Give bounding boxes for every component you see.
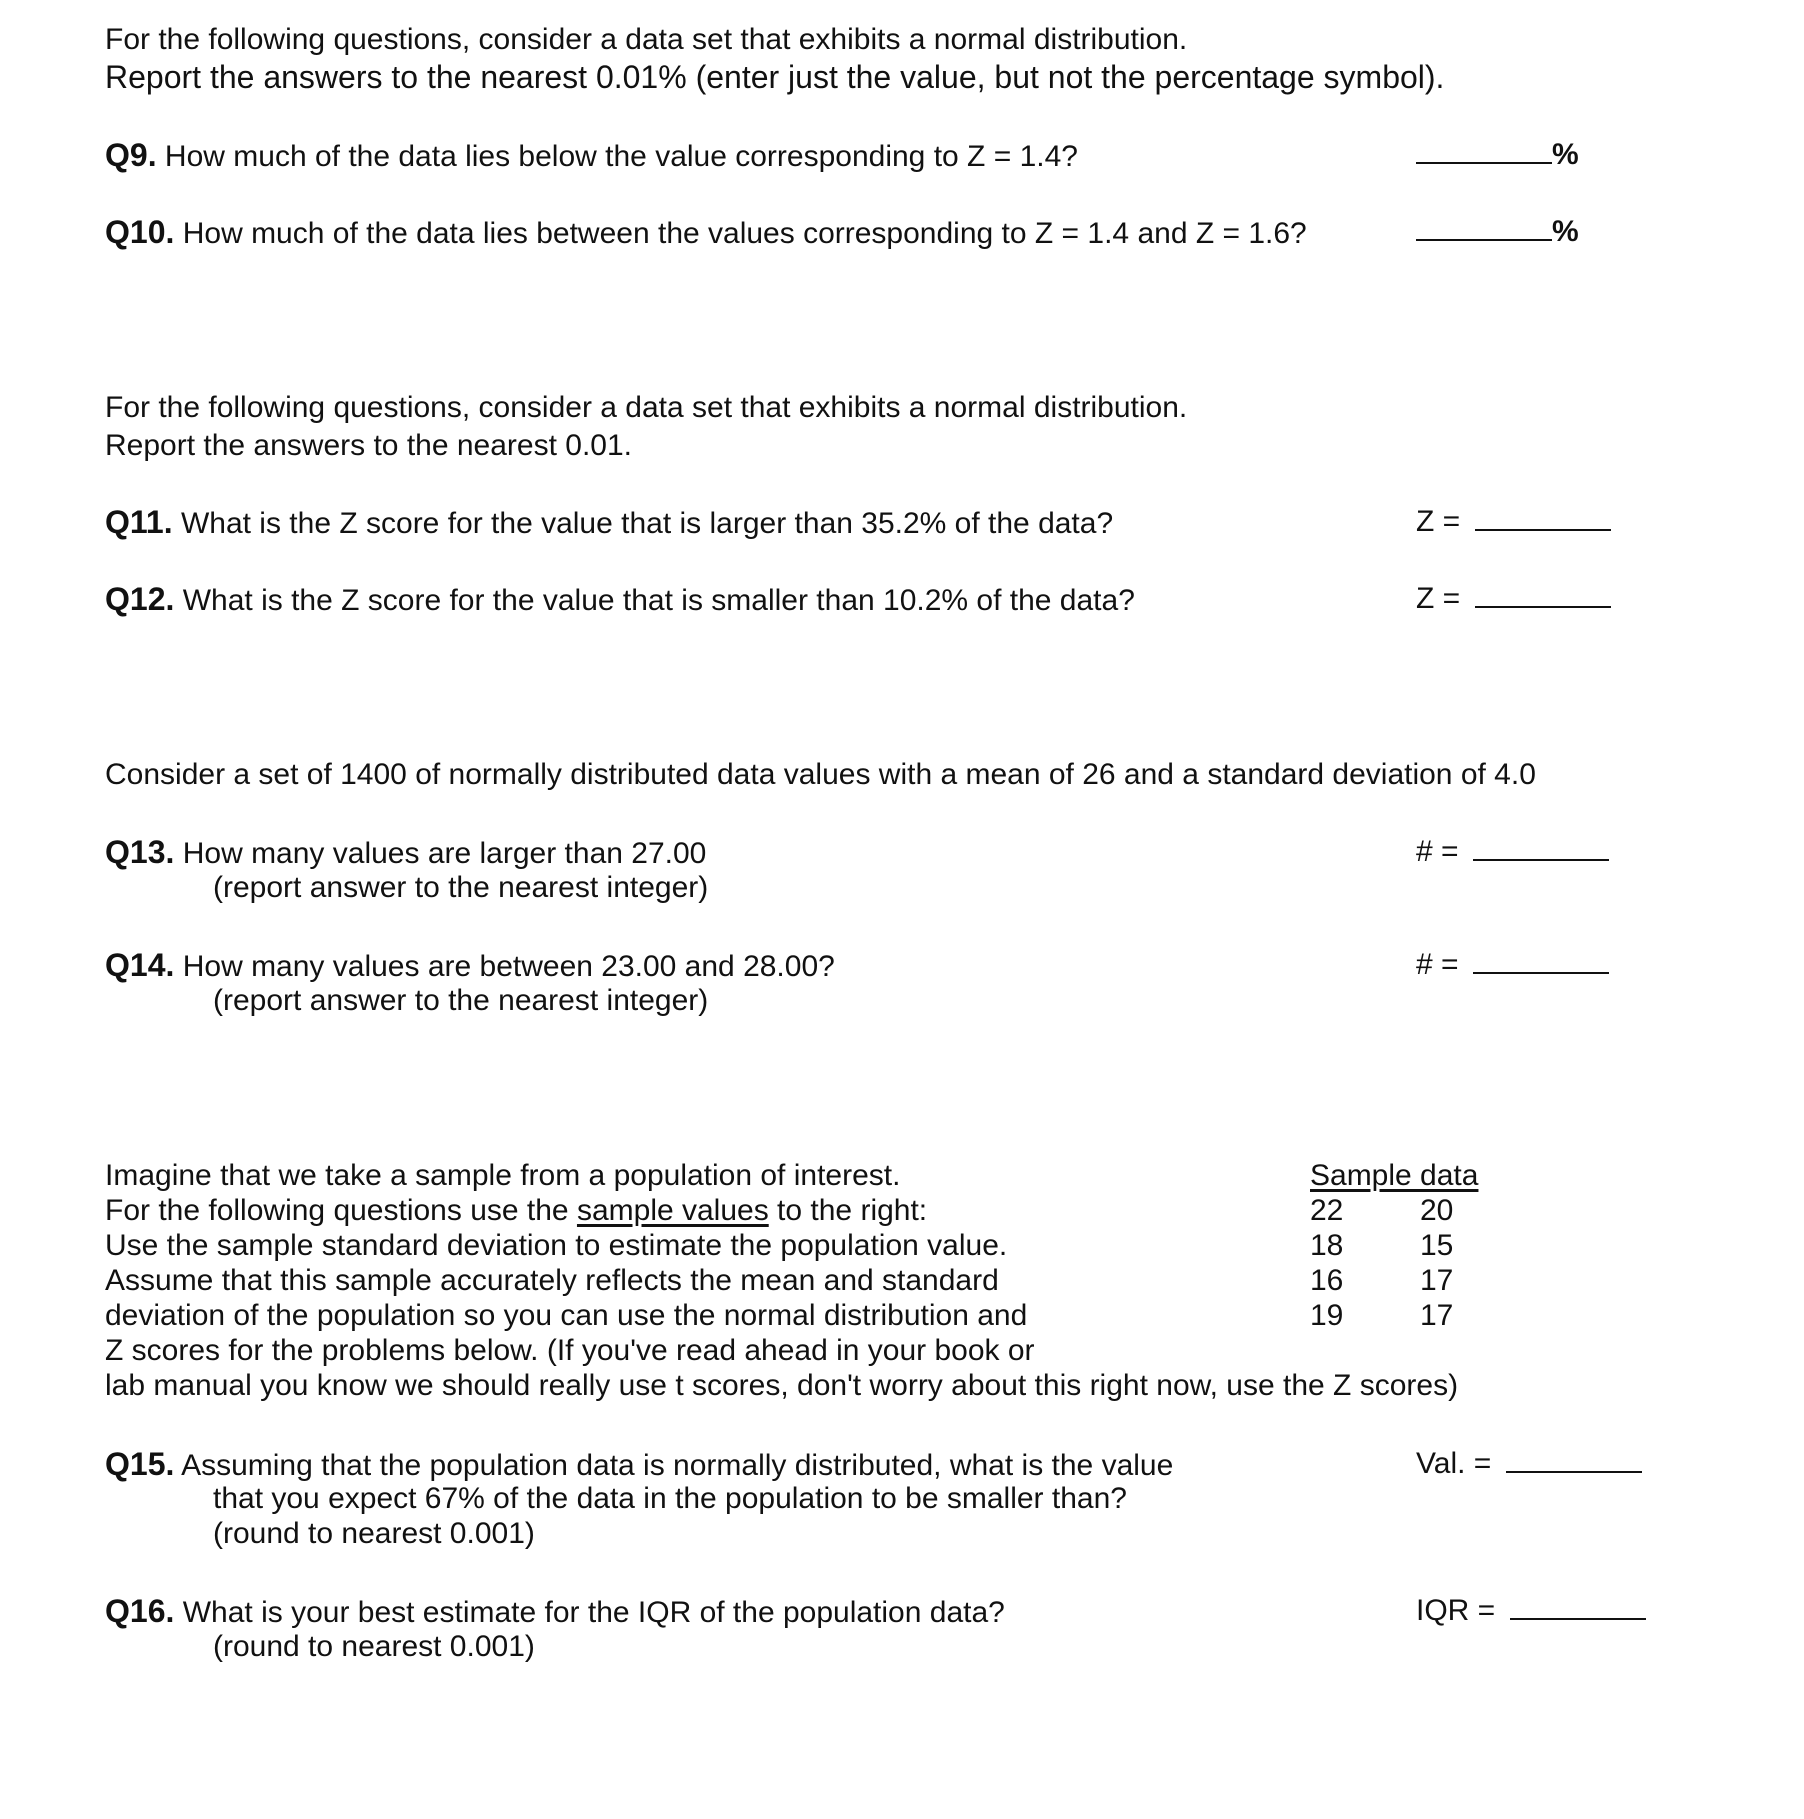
q9-answer[interactable] — [1416, 136, 1579, 173]
q9-text: How much of the data lies below the value corresponding to Z = 1.4? — [164, 140, 1078, 173]
q16-label: IQR = — [1416, 1594, 1496, 1627]
q14-text: How many values are between 23.00 and 28.00? — [182, 950, 835, 983]
q12-answer[interactable] — [1416, 580, 1611, 617]
sample-cell: 19 — [1310, 1299, 1344, 1332]
q14-answer-blank[interactable] — [1473, 946, 1609, 974]
q12-text: What is the Z score for the value that is smaller than 10.2% of the data? — [182, 584, 1135, 617]
question-q10 — [105, 213, 1307, 252]
question-q14 — [105, 946, 835, 985]
q15-answer-blank[interactable] — [1506, 1445, 1642, 1473]
q13-label: # = — [1416, 835, 1459, 868]
section4-line4: Assume that this sample accurately reflects the mean and standard — [105, 1264, 999, 1297]
q15-note: (round to nearest 0.001) — [213, 1517, 535, 1550]
section4-line5: deviation of the population so you can use the normal distribution and — [105, 1299, 1028, 1332]
q14-label: # = — [1416, 948, 1459, 981]
q16-number: Q16. — [105, 1593, 175, 1629]
q14-answer[interactable] — [1416, 946, 1609, 983]
section1-intro-line1: For the following questions, consider a data set that exhibits a normal distribution. — [105, 23, 1188, 56]
sample-cell: 15 — [1420, 1229, 1454, 1262]
q10-number: Q10. — [105, 214, 175, 250]
question-q13 — [105, 833, 706, 872]
question-q15 — [105, 1445, 1173, 1484]
q15-label: Val. = — [1416, 1447, 1492, 1480]
section2-intro-line2: Report the answers to the nearest 0.01. — [105, 429, 632, 462]
q10-unit: % — [1552, 215, 1579, 248]
sample-cell: 18 — [1310, 1229, 1344, 1262]
q14-number: Q14. — [105, 947, 175, 983]
section4-line2-pre: For the following questions use the — [105, 1194, 577, 1227]
q11-text: What is the Z score for the value that is larger than 35.2% of the data? — [180, 507, 1114, 540]
section1-intro-line2: Report the answers to the nearest 0.01% (enter just the value, but not the percentage symbol). — [105, 59, 1445, 95]
q16-text: What is your best estimate for the IQR of the population data? — [182, 1596, 1005, 1629]
q11-answer[interactable] — [1416, 503, 1611, 540]
q12-label: Z = — [1416, 582, 1461, 615]
sample-values-reference: sample values — [576, 1194, 769, 1227]
sample-cell: 16 — [1310, 1264, 1344, 1297]
q9-answer-blank[interactable] — [1416, 136, 1552, 164]
q15-answer[interactable] — [1416, 1445, 1642, 1482]
q13-text: How many values are larger than 27.00 — [182, 837, 707, 870]
question-q12 — [105, 580, 1135, 619]
q15-text: Assuming that the population data is normally distributed, what is the value — [181, 1449, 1174, 1482]
q13-answer[interactable] — [1416, 833, 1609, 870]
q13-answer-blank[interactable] — [1473, 833, 1609, 861]
question-q9 — [105, 136, 1078, 175]
q11-label: Z = — [1416, 505, 1461, 538]
q10-answer[interactable] — [1416, 213, 1579, 250]
q10-text: How much of the data lies between the values corresponding to Z = 1.4 and Z = 1.6? — [182, 217, 1307, 250]
section2-intro-line1: For the following questions, consider a data set that exhibits a normal distribution. — [105, 391, 1188, 424]
sample-cell: 17 — [1420, 1299, 1454, 1332]
sample-data-header: Sample data — [1310, 1159, 1479, 1192]
section4-line3: Use the sample standard deviation to estimate the population value. — [105, 1229, 1008, 1262]
q11-number: Q11. — [105, 504, 173, 540]
q12-answer-blank[interactable] — [1475, 580, 1611, 608]
q16-answer-blank[interactable] — [1510, 1592, 1646, 1620]
q15-number: Q15. — [105, 1446, 175, 1482]
q12-number: Q12. — [105, 581, 175, 617]
section4-line1: Imagine that we take a sample from a population of interest. — [105, 1159, 901, 1192]
question-q11 — [105, 503, 1113, 542]
q10-answer-blank[interactable] — [1416, 213, 1552, 241]
q14-note: (report answer to the nearest integer) — [213, 984, 709, 1017]
section3-intro: Consider a set of 1400 of normally distributed data values with a mean of 26 and a standard deviation of 4.0 — [105, 758, 1536, 791]
q16-answer[interactable] — [1416, 1592, 1646, 1629]
section4-line6: Z scores for the problems below. (If you've read ahead in your book or — [105, 1334, 1035, 1367]
section4-line2-post: to the right: — [768, 1194, 928, 1227]
section4-line2 — [105, 1193, 927, 1229]
q13-note: (report answer to the nearest integer) — [213, 871, 709, 904]
q13-number: Q13. — [105, 834, 175, 870]
q11-answer-blank[interactable] — [1475, 503, 1611, 531]
sample-cell: 20 — [1420, 1194, 1454, 1227]
q16-note: (round to nearest 0.001) — [213, 1630, 535, 1663]
sample-cell: 17 — [1420, 1264, 1454, 1297]
q15-text-line2: that you expect 67% of the data in the population to be smaller than? — [213, 1482, 1127, 1515]
sample-cell: 22 — [1310, 1194, 1344, 1227]
question-q16 — [105, 1592, 1005, 1631]
q9-number: Q9. — [105, 137, 157, 173]
section4-line7: lab manual you know we should really use t scores, don't worry about this right now, use the Z scores) — [105, 1369, 1459, 1402]
q9-unit: % — [1552, 138, 1579, 171]
